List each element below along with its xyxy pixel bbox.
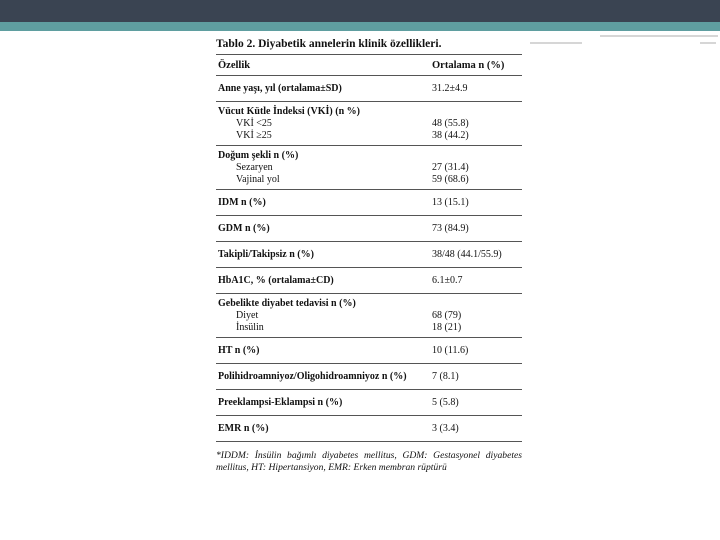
table-row-group	[216, 390, 522, 416]
table-subrow	[216, 118, 522, 130]
row-value: 5 (5.8)	[432, 397, 459, 408]
table-row	[216, 345, 522, 357]
table-subrow	[216, 162, 522, 174]
table-row	[216, 249, 522, 261]
table-title: Tablo 2. Diyabetik annelerin klinik özellikleri.	[216, 38, 442, 50]
header-teal-bar	[0, 22, 720, 31]
table-subrow	[216, 174, 522, 186]
row-label: IDM n (%)	[218, 197, 266, 208]
subrow-label: Vajinal yol	[236, 174, 280, 185]
table-row-group	[216, 216, 522, 242]
table-header	[216, 55, 522, 75]
subrow-value: 27 (31.4)	[432, 162, 469, 173]
row-label: Vücut Kütle İndeksi (VKİ) (n %)	[218, 106, 360, 117]
row-label: HT n (%)	[218, 345, 260, 356]
column-header-value: Ortalama n (%)	[432, 60, 505, 71]
row-value: 73 (84.9)	[432, 223, 469, 234]
table-subrow	[216, 130, 522, 142]
subrow-label: Diyet	[236, 310, 259, 321]
row-label: Gebelikte diyabet tedavisi n (%)	[218, 298, 356, 309]
table-row	[216, 275, 522, 287]
table-row-group	[216, 102, 522, 146]
subrow-label: VKİ ≥25	[236, 130, 272, 141]
table-row-group	[216, 146, 522, 190]
table-row	[216, 83, 522, 95]
row-value: 10 (11.6)	[432, 345, 469, 356]
table-row	[216, 150, 522, 162]
row-value: 31.2±4.9	[432, 83, 468, 94]
table-row	[216, 397, 522, 409]
subrow-label: VKİ <25	[236, 118, 272, 129]
table-row-group	[216, 364, 522, 390]
table-row	[216, 298, 522, 310]
column-header-feature: Özellik	[218, 60, 251, 71]
row-label: Preeklampsi-Eklampsi n (%)	[218, 397, 343, 408]
table-row	[216, 197, 522, 209]
accent-line	[530, 42, 582, 44]
row-value: 6.1±0.7	[432, 275, 463, 286]
row-value: 3 (3.4)	[432, 423, 459, 434]
subrow-value: 38 (44.2)	[432, 130, 469, 141]
subrow-value: 18 (21)	[432, 322, 462, 333]
table-subrow	[216, 310, 522, 322]
table-row	[216, 371, 522, 383]
table-row-group	[216, 76, 522, 102]
row-value: 7 (8.1)	[432, 371, 459, 382]
row-label: Doğum şekli n (%)	[218, 150, 299, 161]
table-row-group	[216, 294, 522, 338]
table-row-group	[216, 338, 522, 364]
accent-line	[700, 42, 716, 44]
subrow-label: İnsülin	[236, 322, 264, 333]
table-row	[216, 106, 522, 118]
table-row-group	[216, 242, 522, 268]
table-subrow	[216, 322, 522, 334]
row-label: Anne yaşı, yıl (ortalama±SD)	[218, 83, 342, 94]
header-dark-bar	[0, 0, 720, 22]
subrow-value: 59 (68.6)	[432, 174, 469, 185]
table-row-group	[216, 268, 522, 294]
clinical-table	[216, 38, 522, 474]
subrow-label: Sezaryen	[236, 162, 273, 173]
accent-line	[600, 35, 718, 37]
subrow-value: 68 (79)	[432, 310, 462, 321]
table-footnote: *IDDM: İnsülin bağımlı diyabetes mellitus, GDM: Gestasyonel diyabetes mellitus, HT: Hipertansiyon, EMR: Erken membran rüptürü	[216, 450, 522, 473]
table-row	[216, 423, 522, 435]
row-value: 38/48 (44.1/55.9)	[432, 249, 502, 260]
row-label: Takipli/Takipsiz n (%)	[218, 249, 314, 260]
row-label: GDM n (%)	[218, 223, 270, 234]
row-label: EMR n (%)	[218, 423, 269, 434]
row-value: 13 (15.1)	[432, 197, 469, 208]
subrow-value: 48 (55.8)	[432, 118, 469, 129]
table-body	[216, 76, 522, 442]
table-row-group	[216, 416, 522, 442]
table-row-group	[216, 190, 522, 216]
row-label: Polihidroamniyoz/Oligohidroamniyoz n (%)	[218, 371, 407, 382]
row-label: HbA1C, % (ortalama±CD)	[218, 275, 334, 286]
table-row	[216, 223, 522, 235]
